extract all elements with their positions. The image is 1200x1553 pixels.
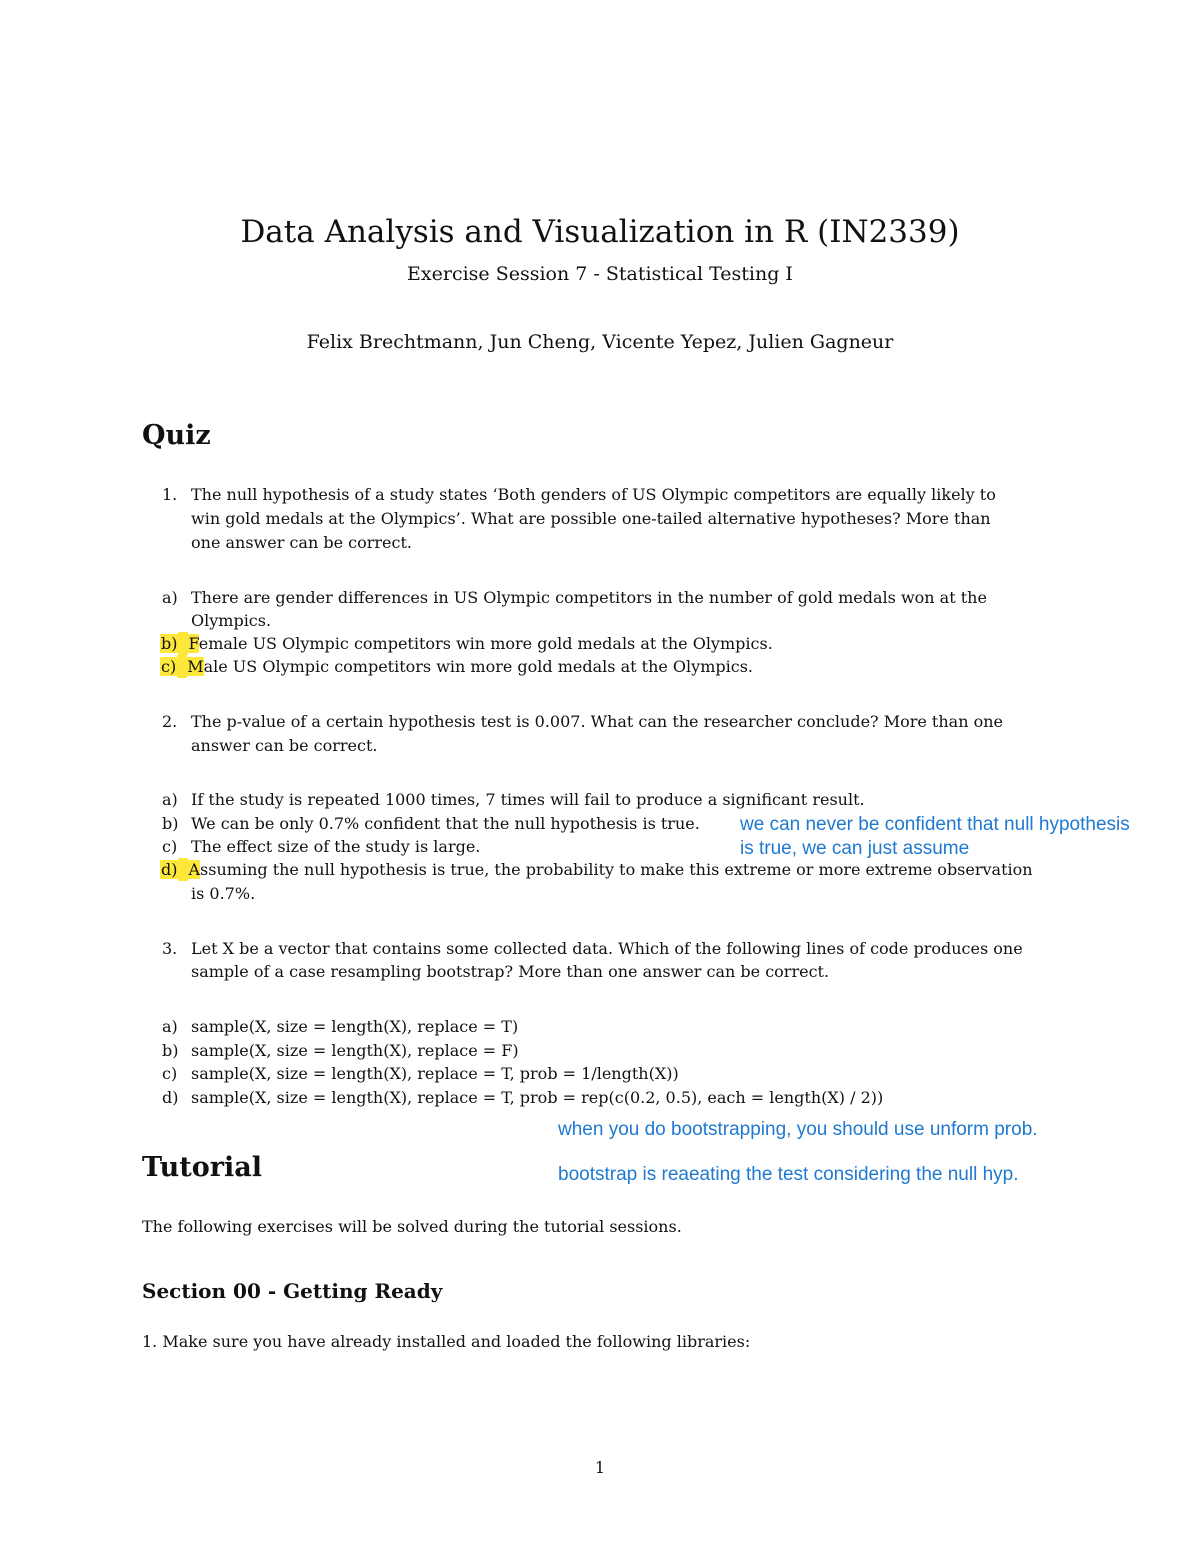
q2-option-b-label: b) (162, 814, 179, 833)
q3-option-c: sample(X, size = length(X), replace = T, prob = 1/length(X)) (191, 1064, 679, 1083)
q1-number: 1. (162, 485, 178, 504)
annotation-null-confidence-line2: is true, we can just assume (740, 838, 970, 859)
tutorial-intro: The following exercises will be solved during the tutorial sessions. (142, 1217, 682, 1236)
q2-option-b: We can be only 0.7% confident that the null hypothesis is true. (191, 814, 700, 833)
q1-option-a (191, 586, 1071, 609)
document-authors: Felix Brechtmann, Jun Cheng, Vicente Yepez, Julien Gagneur (306, 331, 894, 353)
quiz-heading: Quiz (142, 420, 211, 451)
q2-text-line1: The p-value of a certain hypothesis test is 0.007. What can the researcher conclude? More than one (191, 712, 1003, 731)
q1-option-c-row (160, 655, 753, 678)
section-00-heading: Section 00 - Getting Ready (142, 1279, 443, 1303)
q3-option-a: sample(X, size = length(X), replace = T) (191, 1017, 519, 1036)
annotation-bootstrap-repeat: bootstrap is reaeating the test considering the null hyp. (558, 1164, 1019, 1185)
q1-option-b-label: b) (161, 634, 178, 653)
q1-option-b-row (160, 632, 773, 655)
q2-option-d-first: A (188, 860, 201, 879)
q1-text-line1: The null hypothesis of a study states ‘Both genders of US Olympic competitors are equally likely to (191, 485, 996, 504)
q2-option-a-label: a) (162, 790, 178, 809)
q1-text-line2: win gold medals at the Olympics’. What are possible one-tailed alternative hypotheses? More than (191, 509, 991, 528)
q3-option-b: sample(X, size = length(X), replace = F) (191, 1041, 519, 1060)
q3-text-line2: sample of a case resampling bootstrap? More than one answer can be correct. (191, 962, 830, 981)
q2-option-d-label: d) (161, 860, 178, 879)
q3-text-line1: Let X be a vector that contains some collected data. Which of the following lines of code produces one (191, 939, 1023, 958)
q1-option-c-first: M (187, 657, 204, 676)
page-number: 1 (594, 1458, 606, 1477)
q1-option-a-cont: Olympics. (191, 611, 272, 630)
q3-option-a-label: a) (162, 1017, 178, 1036)
q1-option-a-label: a) (162, 588, 178, 607)
q2-option-c-label: c) (162, 837, 178, 856)
q1-option-b-rest: emale US Olympic competitors win more gold medals at the Olympics. (198, 634, 773, 653)
q2-option-d-row (160, 858, 1033, 881)
q2-option-c: The effect size of the study is large. (191, 837, 481, 856)
q3-option-d: sample(X, size = length(X), replace = T, prob = rep(c(0.2, 0.5), each = length(X) / 2)) (191, 1088, 884, 1107)
q2-text-line2: answer can be correct. (191, 736, 378, 755)
q1-option-c-rest: ale US Olympic competitors win more gold medals at the Olympics. (203, 657, 753, 676)
q1-option-a-first: T (191, 588, 202, 607)
section-00-item-1: 1. Make sure you have already installed and loaded the following libraries: (142, 1332, 751, 1351)
q2-option-d-rest: ssuming the null hypothesis is true, the probability to make this extreme or more extreme observation (200, 860, 1033, 879)
q3-option-b-label: b) (162, 1041, 179, 1060)
annotation-bootstrap-uniform: when you do bootstrapping, you should use unform prob. (558, 1119, 1038, 1140)
q3-option-c-label: c) (162, 1064, 178, 1083)
q2-option-a: If the study is repeated 1000 times, 7 times will fail to produce a significant result. (191, 790, 865, 809)
q1-option-b-first: F (188, 634, 199, 653)
tutorial-heading: Tutorial (142, 1152, 262, 1183)
q3-number: 3. (162, 939, 178, 958)
q3-option-d-label: d) (162, 1088, 179, 1107)
q2-number: 2. (162, 712, 178, 731)
annotation-null-confidence-line1: we can never be confident that null hypothesis (740, 814, 1130, 835)
q1-option-a-rest: here are gender differences in US Olympic competitors in the number of gold medals won at the (201, 588, 987, 607)
document-title: Data Analysis and Visualization in R (IN2339) (240, 214, 960, 250)
q1-text-line3: one answer can be correct. (191, 533, 412, 552)
q1-option-c-label: c) (161, 657, 177, 676)
document-subtitle: Exercise Session 7 - Statistical Testing I (407, 263, 793, 285)
q2-option-d-cont: is 0.7%. (191, 884, 256, 903)
